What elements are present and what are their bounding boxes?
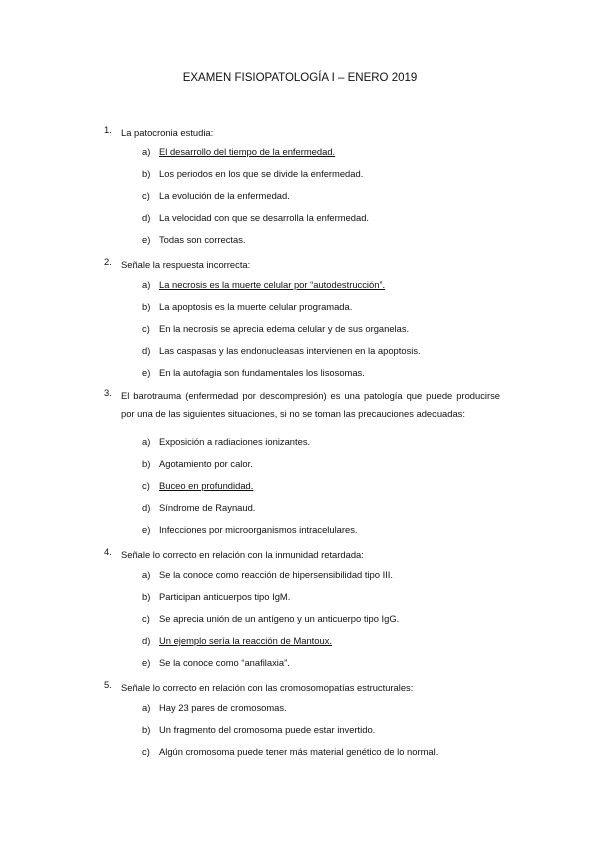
answer-option-marked [142,146,335,157]
option-letter: c) [142,323,150,334]
answer-option [142,702,287,713]
option-letter: b) [142,458,151,469]
option-letter: e) [142,234,151,245]
answer-option [142,436,310,447]
option-text: El desarrollo del tiempo de la enfermedad. [159,146,336,157]
option-text: Agotamiento por calor. [159,458,253,469]
option-text: Se la conoce como “anafilaxia”. [159,657,290,668]
option-text: La evolución de la enfermedad. [159,190,290,201]
answer-option [142,502,255,513]
option-text: Las caspasas y las endonucleasas intervienen en la apoptosis. [159,345,421,356]
option-text: Buceo en profundidad. [159,480,254,491]
exam-title: EXAMEN FISIOPATOLOGÍA I – ENERO 2019 [182,72,418,84]
question [104,546,500,564]
question [104,387,500,423]
answer-option [142,367,365,378]
option-text: Hay 23 pares de cromosomas. [159,702,287,713]
option-text: La apoptosis es la muerte celular programada. [159,301,353,312]
answer-option [142,657,290,668]
option-letter: b) [142,301,151,312]
option-letter: a) [142,146,151,157]
option-text: La velocidad con que se desarrolla la enfermedad. [159,212,370,223]
option-text: En la necrosis se aprecia edema celular y de sus organelas. [159,323,410,334]
option-letter: d) [142,212,151,223]
answer-option [142,234,246,245]
question-text: Señale lo correcto en relación con las cromosomopatías estructurales: [121,682,414,693]
answer-option [142,458,253,469]
option-letter: d) [142,635,151,646]
option-letter: e) [142,657,151,668]
option-letter: e) [142,367,151,378]
question [104,679,500,697]
question-text: El barotrauma (enfermedad por descompresión) es una patología que puede producirse por una de las siguientes situaciones, si no se toman las precauciones adecuadas: [121,390,500,419]
option-letter: c) [142,480,150,491]
answer-option [142,746,438,757]
question-number: 4. [104,546,112,557]
answer-option [142,168,363,179]
answer-option [142,569,393,580]
option-letter: e) [142,524,151,535]
option-text: Infecciones por microorganismos intracelulares. [159,524,358,535]
option-text: Participan anticuerpos tipo IgM. [159,591,291,602]
option-letter: d) [142,345,151,356]
question [104,256,500,274]
question-text: La patocronia estudia: [121,127,214,138]
question-text: Señale lo correcto en relación con la inmunidad retardada: [121,549,364,560]
option-letter: d) [142,502,151,513]
option-text: Se aprecia unión de un antígeno y un anticuerpo tipo IgG. [159,613,400,624]
option-letter: c) [142,190,150,201]
option-letter: b) [142,168,151,179]
answer-option [142,524,358,535]
question [104,124,500,142]
option-letter: b) [142,724,151,735]
option-text: Todas son correctas. [159,234,246,245]
option-letter: c) [142,613,150,624]
option-text: Los periodos en los que se divide la enfermedad. [159,168,364,179]
question-number: 2. [104,256,112,267]
answer-option [142,190,290,201]
answer-option [142,323,409,334]
option-text: Un ejemplo sería la reacción de Mantoux. [159,635,333,646]
question-number: 3. [104,387,112,398]
option-text: Síndrome de Raynaud. [159,502,256,513]
question-number: 5. [104,679,112,690]
option-text: Un fragmento del cromosoma puede estar invertido. [159,724,376,735]
option-text: Se la conoce como reacción de hipersensibilidad tipo III. [159,569,393,580]
answer-option [142,212,369,223]
option-text: La necrosis es la muerte celular por “autodestrucción”. [159,279,386,290]
answer-option-marked [142,279,385,290]
option-letter: b) [142,591,151,602]
option-text: Exposición a radiaciones ionizantes. [159,436,311,447]
answer-option-marked [142,635,332,646]
answer-option [142,613,399,624]
option-text: En la autofagia son fundamentales los lisosomas. [159,367,365,378]
answer-option [142,724,375,735]
option-letter: a) [142,569,151,580]
option-text: Algún cromosoma puede tener más material genético de lo normal. [159,746,439,757]
option-letter: a) [142,436,151,447]
question-number: 1. [104,124,112,135]
question-text: Señale la respuesta incorrecta: [121,259,251,270]
answer-option-marked [142,480,253,491]
answer-option [142,301,352,312]
answer-option [142,591,290,602]
option-letter: a) [142,702,151,713]
answer-option [142,345,421,356]
option-letter: a) [142,279,151,290]
option-letter: c) [142,746,150,757]
